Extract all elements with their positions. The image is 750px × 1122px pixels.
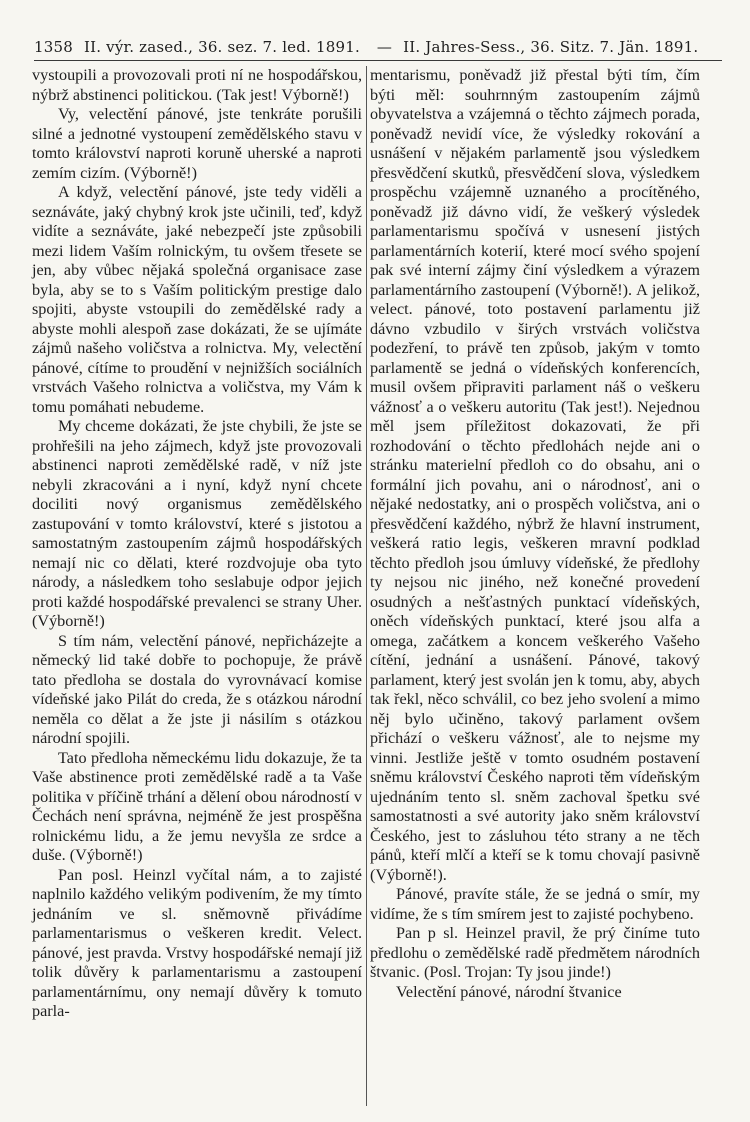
right-column	[370, 66, 700, 1002]
column-divider	[366, 66, 367, 1106]
paragraph: Pan posl. Heinzl vyčítal nám, a to zajisté naplnilo každého velikým podivením, že my tímto jednáním ve sl. sněmovně přivádíme parlamentarismus o veškeren kredit. Velect. pánové, jest pravda. Vrstvy hospodářské nemají již tolik důvěry k parlamentarismu a zastoupení parlamentárnímu, ony nemají důvěry k tomuto parla-	[32, 865, 362, 1020]
paragraph: Tato předloha německému lidu dokazuje, že ta Vaše abstinence proti zemědělské radě a ta Vaše politika v příčině trhání a dělení obou národností v Čechách není správna, nejméně že jest prospěšna rolnickému lidu, a že jemu nevyšla ze srdce a duše. (Výborně!)	[32, 748, 362, 864]
paragraph: A když, velectění pánové, jste tedy viděli a seznáváte, jaký chybný krok jste učinili, teď, když vidíte a seznáváte, jaké nebezpečí jste způsobili mezi lidem Vaším rolnickým, tu ovšem třesete se jen, aby vůbec nějaká společná organisace zase byla, aby se to s Vaším politickým prestige dalo spojiti, abyste vstoupili do zemědělské rady a abyste mohli alespoň zase dokázati, že se ujímáte zájmů našeho voličstva a rolnictva. My, velectění pánové, cítíme to proudění v nejnižších sociálních vrstvách Vašeho rolnictva a voličstva, my Vám k tomu pomáhati nebudeme.	[32, 183, 362, 416]
paragraph: vystoupili a provozovali proti ní ne hospodářskou, nýbrž abstinenci politickou. (Tak jest! Výborně!)	[32, 66, 362, 104]
paragraph: Pan p sl. Heinzel pravil, že prý činíme tuto předlohu o zemědělské radě předmětem národních štvanic. (Posl. Trojan: Ty jsou jinde!)	[370, 924, 700, 981]
header-title-german: II. Jahres-Sess., 36. Sitz. 7. Jän. 1891.	[403, 38, 699, 56]
paragraph: My chceme dokázati, že jste chybili, že jste se prohřešili na jeho zájmech, když jste provozovali abstinenci naproti zemědělské radě, v níž jste nebyli zkracováni a i nyní, když nyní chcete dociliti nový organismus zemědělského zastupování v tomto království, které s jistotou a samostatným zastoupením zájmů hospodářských nemají nic co dělati, které rozdvojuje oba tyto národy, a následkem toho seslabuje odpor jejich proti každé hospodářské prevalenci se strany Uher. (Výborně!)	[32, 417, 362, 630]
paragraph: S tím nám, velectění pánové, nepřicházejte a německý lid také dobře to pochopuje, že právě tato předloha se dostala do vyrovnávací komise vídeňské jako Pilát do creda, že s otázkou národní neměla co dělat a že jste ji násilím s otázkou národní spojili.	[32, 631, 362, 747]
paragraph: Pánové, pravíte stále, že se jedná o smír, my vidíme, že s tím smírem jest to zajisté pochybeno.	[370, 885, 700, 923]
page-header	[34, 38, 716, 56]
paragraph: Vy, velectění pánové, jste tenkráte porušili silné a jednotné vystoupení zemědělského stavu v tomto království naproti koruně uherské a naproti zemím cizím. (Výborně!)	[32, 105, 362, 182]
header-title-czech: II. výr. zased., 36. sez. 7. led. 1891.	[83, 38, 360, 56]
page-number: 1358	[34, 38, 73, 56]
header-rule	[34, 60, 722, 61]
left-column	[32, 66, 362, 1022]
paragraph: mentarismu, poněvadž již přestal býti tím, čím býti měl: souhrnným zastoupením zájmů obyvatelstva a vzájemná o těchto zájmech porada, poněvadž nevidí více, že výsledky rokování a usnášení v nějakém parlamentě jsou výsledkem přesvědčení skutků, přesvědčení slova, výsledkem prospěchu vzájemně uznaného a procítěného, poněvadž již dávno vidí, že veškerý výsledek parlamentarismu spočívá v usnesení jistých parlamentárních koterií, které mocí svého spojení pak své interní zájmy činí výsledkem a výrazem parlamentárního zastoupení (Výborně!). A jelikož, velect. pánové, toto postavení parlamentu již dávno vzbudilo v širých vrstvách voličstva podezření, to právě ten způsob, jakým v tomto parlamentě se jedná o vídeňských konferencích, musil ovšem připraviti parlament náš o veškeru vážnosť a o veškeru autoritu (Tak jest!). Nejednou měl jsem příležitost dokazovati, že při rozhodování o těchto předlohách nejde ani o stránku materielní předloh co do obsahu, ani o formální jich povahu, ani o národnosť, ani o nějaké nedostatky, ani o prospěch voličstva, ani o přesvědčení každého, nýbrž že hlavní instrument, veškerá ratio legis, veškeren mravní podklad těchto předloh jsou úmluvy vídeňské, že předlohy ty nejsou nic jiného, než konečné provedení osudných a nešťastných punktací vídeňských, oněch vídeňských punktací, které jsou alfa a omega, začátkem a koncem veškerého Vašeho cítění, jednání a usnášení. Pánové, takový parlament, který jest svolán jen k tomu, aby, abych tak řekl, něco schválil, co bez jeho svolení a mimo něj bylo učiněno, takový parlament ovšem přichází o veškeru vážnosť, ale to nejsme my vinni. Jestliže ještě v tomto osudném postavení sněmu království Českého naproti těm vídeňským ujednáním tento sl. sněm zachoval špetku své samostatnosti a své autority jako sněm království Českého, jest to zásluhou této strany a ne těch pánů, kteří mlčí a kteří se k tomu chovají pasivně (Výborně!).	[370, 66, 700, 884]
header-separator: —	[376, 38, 393, 56]
paragraph: Velectění pánové, národní štvanice	[396, 982, 622, 1001]
